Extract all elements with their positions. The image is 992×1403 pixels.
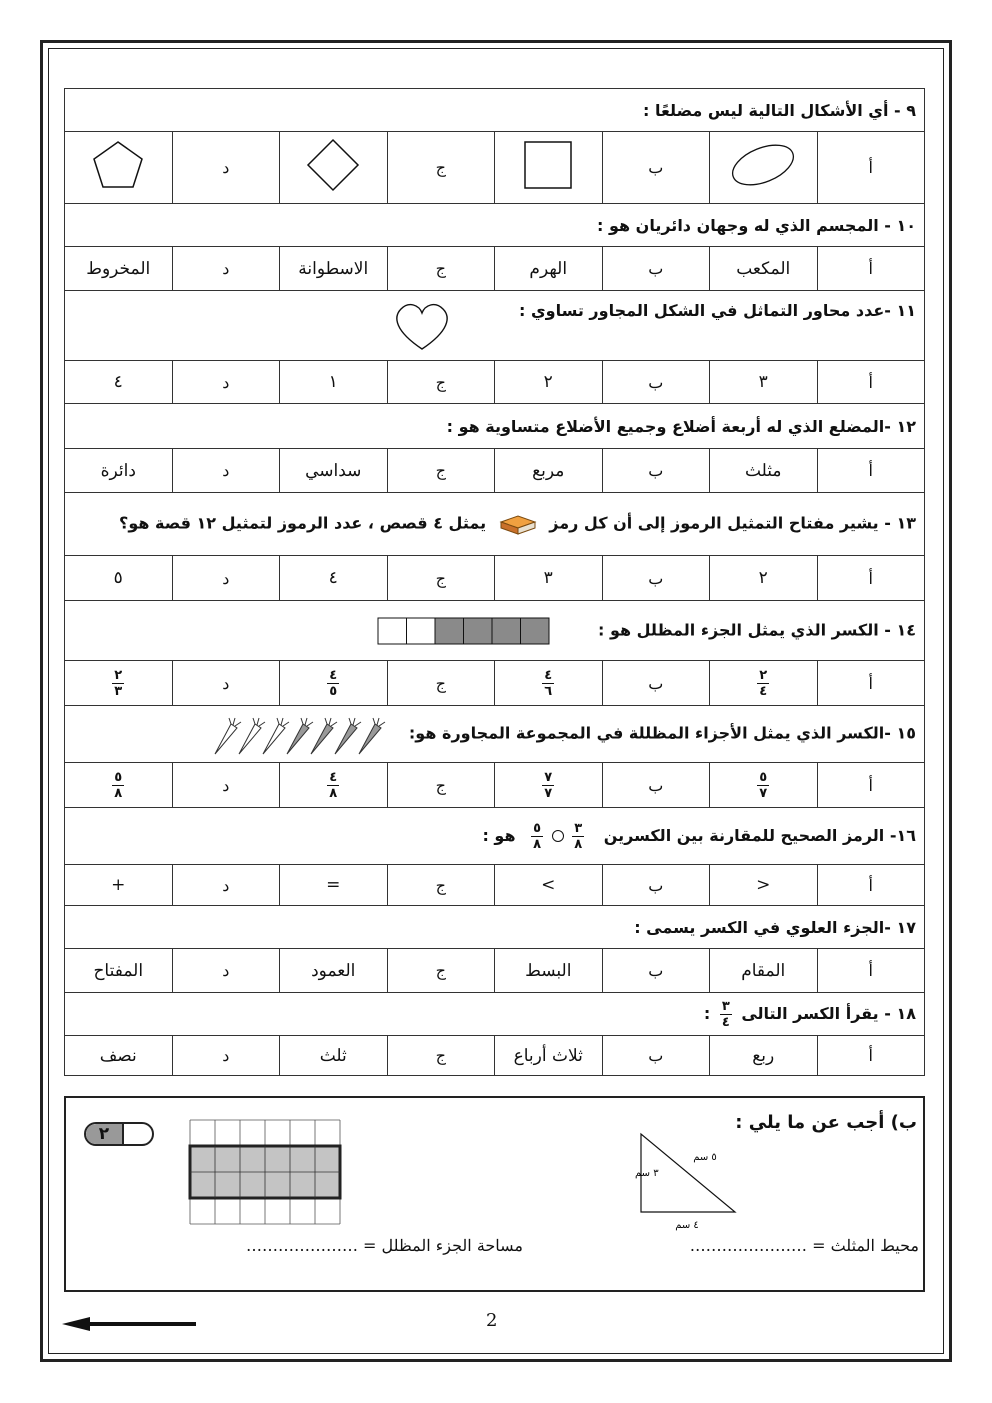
numerator: ٧: [544, 769, 553, 785]
question-17: ١٧ -الجزء العلوي في الكسر يسمى :: [65, 906, 925, 949]
denominator: ٨: [114, 785, 123, 801]
letter-b: ب: [602, 132, 710, 204]
answer-d[interactable]: المفتاح: [65, 949, 173, 993]
fraction: [542, 771, 554, 800]
question-16-text-end: هو :: [482, 825, 516, 845]
letter-b: ب: [602, 449, 710, 493]
letter-a: أ: [817, 1036, 925, 1076]
next-page-arrow-icon[interactable]: [62, 1314, 198, 1334]
answer-a[interactable]: المكعب: [710, 247, 818, 291]
answer-b[interactable]: [495, 661, 603, 706]
answer-c[interactable]: الاسطوانة: [280, 247, 388, 291]
answer-c[interactable]: ٤: [280, 556, 388, 601]
answer-b[interactable]: >: [495, 865, 603, 906]
letter-b: ب: [602, 865, 710, 906]
denominator: ٤: [759, 683, 768, 699]
score-badge: [84, 1122, 154, 1146]
answer-b[interactable]: ٢: [495, 361, 603, 404]
letter-b: ب: [602, 247, 710, 291]
fraction: [720, 1000, 732, 1029]
answers-row-12: [65, 449, 925, 493]
letter-c: ج: [387, 361, 495, 404]
answer-a[interactable]: المقام: [710, 949, 818, 993]
answer-b[interactable]: ٣: [495, 556, 603, 601]
answer-c[interactable]: ثلث: [280, 1036, 388, 1076]
answer-d[interactable]: [65, 763, 173, 808]
question-18-text-start: ١٨ - يقرأ الكسر التالى: [741, 1003, 916, 1023]
letter-d: د: [172, 865, 280, 906]
answer-c[interactable]: العمود: [280, 949, 388, 993]
fraction-left: [572, 822, 584, 851]
answer-a[interactable]: [710, 763, 818, 808]
book-icon: [498, 512, 538, 536]
fraction: [542, 669, 554, 698]
letter-a: أ: [817, 361, 925, 404]
letter-a: أ: [817, 247, 925, 291]
letter-a: أ: [817, 132, 925, 204]
letter-c: ج: [387, 132, 495, 204]
answer-d[interactable]: نصف: [65, 1036, 173, 1076]
answer-b[interactable]: ثلاث أرباع: [495, 1036, 603, 1076]
answers-row-9: [65, 132, 925, 204]
triangle-diagram: [605, 1132, 745, 1232]
answers-row-13: [65, 556, 925, 601]
answer-a[interactable]: مثلث: [710, 449, 818, 493]
answer-c[interactable]: [280, 661, 388, 706]
question-12: ١٢ -المضلع الذي له أربعة أضلاع وجميع الأضلاع متساوية هو :: [65, 404, 925, 449]
question-13-text-start: ١٣ - يشير مفتاح التمثيل الرموز إلى أن كل رمز: [549, 513, 916, 533]
letter-a: أ: [817, 449, 925, 493]
answer-b[interactable]: البسط: [495, 949, 603, 993]
answer-a[interactable]: ٣: [710, 361, 818, 404]
numerator: ٢: [114, 667, 123, 683]
option-rhombus[interactable]: [280, 132, 388, 204]
answer-c[interactable]: سداسي: [280, 449, 388, 493]
option-pentagon[interactable]: [65, 132, 173, 204]
question-10: ١٠ - المجسم الذي له وجهان دائريان هو :: [65, 204, 925, 247]
question-13-text-end: يمثل ٤ قصص ، عدد الرموز لتمثيل ١٢ قصة هو؟: [119, 513, 487, 533]
answer-a[interactable]: ربع: [710, 1036, 818, 1076]
denominator: ٣: [114, 683, 123, 699]
denominator: ٨: [329, 785, 338, 801]
letter-d: د: [172, 763, 280, 808]
answers-row-11: [65, 361, 925, 404]
letter-a: أ: [817, 949, 925, 993]
answers-row-16: [65, 865, 925, 906]
questions-table: [64, 88, 925, 1076]
question-16-text-start: ١٦- الرمز الصحيح للمقارنة بين الكسرين: [603, 825, 916, 845]
part-b-box: [64, 1096, 925, 1292]
triangle-side-c: ٤ سم: [675, 1220, 699, 1231]
denominator: ٨: [574, 836, 583, 852]
question-14-text: ١٤ - الكسر الذي يمثل الجزء المظلل هو :: [597, 620, 916, 639]
answer-c[interactable]: ١: [280, 361, 388, 404]
letter-b: ب: [602, 763, 710, 808]
letter-d: د: [172, 556, 280, 601]
score-value: ٢: [86, 1124, 122, 1144]
fraction-right: [531, 822, 543, 851]
denominator: ٥: [329, 683, 338, 699]
letter-c: ج: [387, 763, 495, 808]
triangle-side-b: ٣ سم: [635, 1168, 659, 1179]
numerator: ٣: [721, 998, 730, 1014]
carrots-group-icon: [207, 712, 397, 756]
fraction: [757, 669, 769, 698]
denominator: ٧: [544, 785, 553, 801]
question-15-text: ١٥ -الكسر الذي يمثل الأجزاء المظللة في المجموعة المجاورة هو:: [408, 723, 916, 743]
numerator: ٥: [114, 769, 123, 785]
letter-b: ب: [602, 556, 710, 601]
letter-d: د: [172, 247, 280, 291]
answers-row-15: [65, 763, 925, 808]
answers-row-18: [65, 1036, 925, 1076]
numerator: ٤: [329, 769, 338, 785]
answers-row-14: [65, 661, 925, 706]
fraction: [327, 669, 339, 698]
answers-row-10: [65, 247, 925, 291]
fraction: [112, 771, 124, 800]
answer-c[interactable]: [280, 763, 388, 808]
letter-c: ج: [387, 865, 495, 906]
ellipse-shape: [723, 140, 803, 190]
letter-c: ج: [387, 449, 495, 493]
answer-b[interactable]: الهرم: [495, 247, 603, 291]
letter-d: د: [172, 132, 280, 204]
score-divider: [122, 1124, 124, 1144]
numerator: ٥: [533, 820, 542, 836]
answer-a[interactable]: ٢: [710, 556, 818, 601]
letter-c: ج: [387, 1036, 495, 1076]
question-18-text-end: :: [703, 1003, 711, 1023]
denominator: ٧: [759, 785, 768, 801]
denominator: ٤: [721, 1014, 730, 1030]
letter-c: ج: [387, 556, 495, 601]
grid-diagram: [186, 1118, 344, 1226]
answer-d[interactable]: دائرة: [65, 449, 173, 493]
letter-d: د: [172, 449, 280, 493]
letter-a: أ: [817, 661, 925, 706]
letter-c: ج: [387, 949, 495, 993]
fraction: [327, 771, 339, 800]
letter-d: د: [172, 949, 280, 993]
letter-b: ب: [602, 949, 710, 993]
question-15: [65, 706, 925, 763]
answer-a[interactable]: <: [710, 865, 818, 906]
pentagon-shape: [88, 137, 148, 193]
numerator: ٤: [544, 667, 553, 683]
letter-c: ج: [387, 247, 495, 291]
question-18: [65, 993, 925, 1036]
rhombus-shape: [303, 135, 363, 195]
triangle-side-a: ٥ سم: [693, 1152, 717, 1163]
answer-c[interactable]: =: [280, 865, 388, 906]
part-b-heading: ب) أجب عن ما يلي :: [735, 1112, 917, 1133]
letter-a: أ: [817, 865, 925, 906]
question-11: [65, 291, 925, 361]
answer-b[interactable]: مربع: [495, 449, 603, 493]
letter-a: أ: [817, 763, 925, 808]
answer-d[interactable]: المخروط: [65, 247, 173, 291]
page-number: 2: [486, 1310, 498, 1331]
denominator: ٦: [544, 683, 553, 699]
option-ellipse[interactable]: [710, 132, 818, 204]
fraction: [112, 669, 124, 698]
letter-c: ج: [387, 661, 495, 706]
numerator: ٤: [329, 667, 338, 683]
answer-b[interactable]: [495, 763, 603, 808]
letter-d: د: [172, 1036, 280, 1076]
option-square[interactable]: [495, 132, 603, 204]
numerator: ٣: [574, 820, 583, 836]
heart-icon: [391, 301, 453, 353]
square-shape: [518, 137, 578, 193]
fraction: [757, 771, 769, 800]
letter-d: د: [172, 361, 280, 404]
letter-a: أ: [817, 556, 925, 601]
answer-d[interactable]: +: [65, 865, 173, 906]
question-16: [65, 808, 925, 865]
answer-d[interactable]: ٤: [65, 361, 173, 404]
perimeter-question[interactable]: محيط المثلث = ………………….: [689, 1236, 919, 1255]
question-11-text: ١١ -عدد محاور التماثل في الشكل المجاور تساوي :: [518, 301, 916, 320]
question-14: [65, 601, 925, 661]
letter-b: ب: [602, 361, 710, 404]
answer-a[interactable]: [710, 661, 818, 706]
answer-d[interactable]: ٥: [65, 556, 173, 601]
denominator: ٨: [533, 836, 542, 852]
numerator: ٢: [759, 667, 768, 683]
area-question[interactable]: مساحة الجزء المظلل = …………………: [245, 1236, 523, 1255]
letter-b: ب: [602, 1036, 710, 1076]
comparison-circle-icon: [551, 829, 565, 843]
answer-d[interactable]: [65, 661, 173, 706]
fraction-bar-diagram: [376, 616, 552, 646]
letter-b: ب: [602, 661, 710, 706]
numerator: ٥: [759, 769, 768, 785]
question-13: [65, 493, 925, 556]
answers-row-17: [65, 949, 925, 993]
question-9: ٩ - أي الأشكال التالية ليس مضلعًا :: [65, 89, 925, 132]
letter-d: د: [172, 661, 280, 706]
